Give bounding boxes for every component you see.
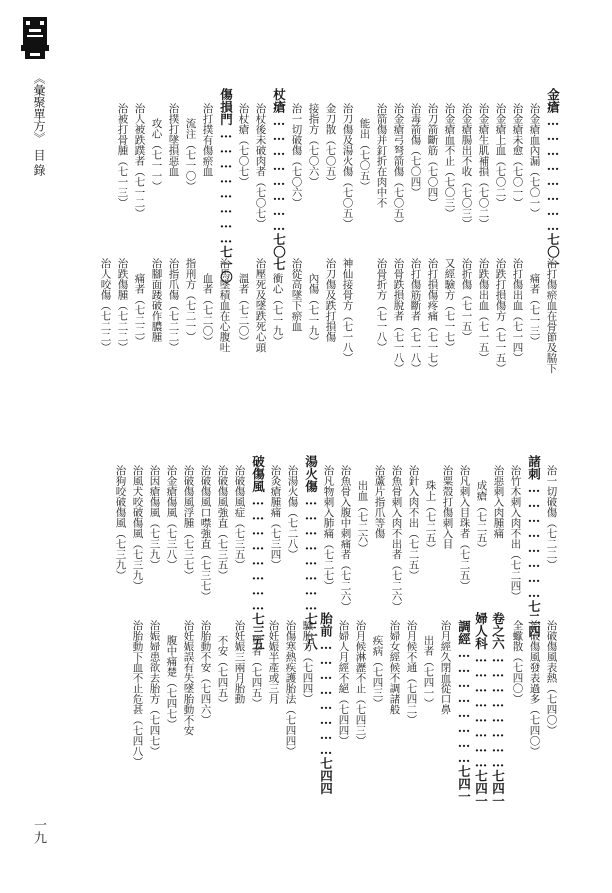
entry-line: 指刑方（七二一） <box>184 258 197 342</box>
entry-line: 治金瘡腸出不收（七〇三） <box>460 103 473 229</box>
entry-line: 流注（七一〇） <box>184 118 197 192</box>
entry-line: 治胎動不安（七四六） <box>199 620 212 725</box>
entry-line: 治因瘡傷風（七三九） <box>148 465 161 570</box>
entry-line: 治金瘡血不止（七〇三） <box>443 103 456 219</box>
entry-line: 治金瘡生肌補損（七〇二） <box>477 103 490 229</box>
entry-line: 治月經久閉血從口鼻 <box>439 620 452 715</box>
entry-line: 又經驗方（七一七） <box>443 258 456 353</box>
entry-line: 治跌打損傷方（七一五） <box>494 258 507 374</box>
publisher-logo <box>20 15 50 61</box>
section-heading: 調經……………………七四一 <box>456 620 472 803</box>
section-heading: 湯火傷……………………七二八 <box>303 455 319 650</box>
section-heading: 諸刺……………………七二四 <box>526 455 542 638</box>
entry-line: 治破傷風浮腫（七三七） <box>182 465 195 581</box>
entry-line: 治灸瘡腫痛（七三四） <box>269 465 282 570</box>
page-number: 一九 <box>31 818 46 844</box>
entry-line: 治打傷筋斷者（七一八） <box>409 258 422 374</box>
entry-line: 治跌傷腫（七二二） <box>116 258 129 353</box>
entry-line: 金刀散（七〇五） <box>324 103 337 187</box>
entry-line: 痛者（七一三） <box>528 273 541 347</box>
entry-line: 成瘡（七二五） <box>475 480 488 554</box>
entry-line: 治破傷風發表過多（七四〇） <box>528 620 541 757</box>
entry-line: 治惡刺入肉腫痛 <box>492 465 505 539</box>
entry-line: 不安（七四五） <box>216 635 229 709</box>
entry-line: 治毒箭傷（七〇四） <box>409 103 422 198</box>
entry-line: 治金瘡未愈（七〇一） <box>511 103 524 208</box>
entry-line: 治打傷出血（七一四） <box>511 258 524 363</box>
entry-line: 治打損傷疼痛（七一七） <box>426 258 439 374</box>
entry-line: 墮者（七四五） <box>250 635 263 709</box>
entry-line: 治刀箭斷筋（七〇四） <box>426 103 439 208</box>
running-section-2: 錄 <box>32 164 46 176</box>
entry-line: 珠上（七二五） <box>424 480 437 554</box>
entry-line: 治金瘡弓弩箭傷（七〇五） <box>392 103 405 229</box>
entry-line: 治月候淋瀝不止（七四三） <box>354 620 367 746</box>
entry-line: 治魚骨入腹中刺痛者（七二六） <box>339 465 352 612</box>
entry-line: 治杖瘡（七〇七） <box>237 103 250 187</box>
section-heading: 破傷風……………………七三五 <box>250 455 266 650</box>
entry-line: 治妊娠誤有失墜胎動不安 <box>182 620 195 736</box>
entry-line: 治風犬咬破傷風（七三九） <box>131 465 144 591</box>
entry-line: 治人咬傷（七二二） <box>99 258 112 353</box>
entry-line: 治刀傷及跌打損傷 <box>324 258 337 342</box>
entry-line: 治破傷風口噤強直（七三七） <box>199 465 212 602</box>
entry-line: 驗胎方（七四四） <box>301 620 314 704</box>
section-heading: 胎前……………………七四四 <box>318 612 334 795</box>
entry-line: 治妊娠半產或三月 <box>267 620 280 704</box>
entry-line: 治狗咬破傷風（七三九） <box>114 465 127 581</box>
entry-line: 治金瘡上血（七〇二） <box>494 103 507 208</box>
entry-line: 治竹木刺入肉不出（七二四） <box>509 465 522 602</box>
entry-line: 內傷（七一九） <box>307 273 320 347</box>
entry-line: 治人被跌蹼者（七一二） <box>133 103 146 219</box>
entry-line: 治指爪傷（七二二） <box>167 258 180 353</box>
entry-line: 治破傷風表熱（七四〇） <box>545 620 558 736</box>
entry-line: 接指方（七〇六） <box>307 103 320 187</box>
entry-line: 衝心（七一九） <box>271 273 284 347</box>
entry-line: 治被打骨腫（七一三） <box>116 103 129 208</box>
entry-line: 治妊娠三兩月胎動 <box>233 620 246 704</box>
entry-line: 治蘆片指爪等傷 <box>373 465 386 539</box>
entry-line: 痛者（七二二） <box>133 273 146 347</box>
entry-line: 治針入肉不出（七二五） <box>407 465 420 581</box>
entry-line: 疾病（七四三） <box>371 635 384 709</box>
entry-line: 治打傷瘀血在骨節及脇下 <box>545 258 558 374</box>
entry-line: 治月候不通（七四二） <box>405 620 418 725</box>
entry-line: 治婦人月經不絕（七四四） <box>337 620 350 746</box>
entry-line: 治折傷（七一五） <box>460 258 473 342</box>
entry-line: 治凡刺入目珠者（七二五） <box>458 465 471 591</box>
entry-line: 能出（七〇五） <box>358 118 371 192</box>
entry-line: 治凡物刺入肺痛（七二七） <box>322 465 335 591</box>
running-section: 目 <box>32 149 46 161</box>
entry-line: 治傷寒熱疾護胎法（七四四） <box>284 620 297 757</box>
section-heading: 婦人科……………………七四一 <box>473 612 489 807</box>
entry-line: 治跌傷出血（七一五） <box>477 258 490 363</box>
entry-line: 治破傷風強直（七三五） <box>216 465 229 581</box>
section-heading: 金瘡……………………七〇一 <box>545 88 561 271</box>
entry-line: 治胎動下血不止危甚（七四八） <box>131 620 144 767</box>
entry-line: 治婦女經候不調諸般 <box>388 620 401 715</box>
entry-line: 治一切破傷（七〇六） <box>290 103 303 208</box>
entry-line: 治從高墜下瘀血 <box>290 258 303 332</box>
entry-line: 治箭傷并釘折在肉中不 <box>375 103 388 208</box>
entry-line: 治骨折方（七一八） <box>375 258 388 353</box>
entry-line: 治一切破傷（七二二） <box>545 465 558 570</box>
entry-line: 溫者（七二〇） <box>237 273 250 347</box>
entry-line: 治魚骨刺入肉不出者（七二六） <box>390 465 403 612</box>
entry-line: 攻心（七一一） <box>150 118 163 192</box>
entry-line: 神仙接骨方（七一八） <box>341 258 354 363</box>
entry-line: 治金瘡血內漏（七〇一） <box>528 103 541 219</box>
entry-line: 治杖後未破肉者（七〇七） <box>254 103 267 229</box>
entry-line: 治湯火傷（七二八） <box>286 465 299 560</box>
section-heading: 傷損門……………………七一〇 <box>218 88 234 283</box>
entry-line: 治粟殼打傷刺入目 <box>441 465 454 549</box>
section-heading: 杖瘡……………………七〇七 <box>271 88 287 271</box>
section-heading: 卷之六……………………七四一 <box>490 612 506 807</box>
entry-line: 治撲打墜損惡血 <box>167 103 180 177</box>
entry-line: 治金瘡傷風（七三八） <box>165 465 178 570</box>
entry-line: 治骨跌損脫者（七一八） <box>392 258 405 374</box>
entry-line: 腹中痛楚（七四七） <box>165 635 178 730</box>
entry-line: 出血（七二六） <box>356 480 369 554</box>
entry-line: 治腳面踒破作膿腫 <box>150 258 163 342</box>
entry-line: 全蠍散（七四〇） <box>511 620 524 704</box>
running-title: 《彙聚單方》 <box>32 72 46 144</box>
entry-line: 治破傷風症（七三五） <box>233 465 246 570</box>
entry-line: 出者（七四一） <box>422 635 435 709</box>
entry-line: 治馬墜積血在心腹吐 <box>218 258 231 353</box>
entry-line: 治娠婦患欲去胎方（七四七） <box>148 620 161 757</box>
entry-line: 治打撲有傷瘀血 <box>201 103 214 177</box>
entry-line: 血者（七二〇） <box>201 273 214 347</box>
entry-line: 治刀傷及湯火傷（七〇五） <box>341 103 354 229</box>
entry-line: 治壓死及墜跌死心頭 <box>254 258 267 353</box>
